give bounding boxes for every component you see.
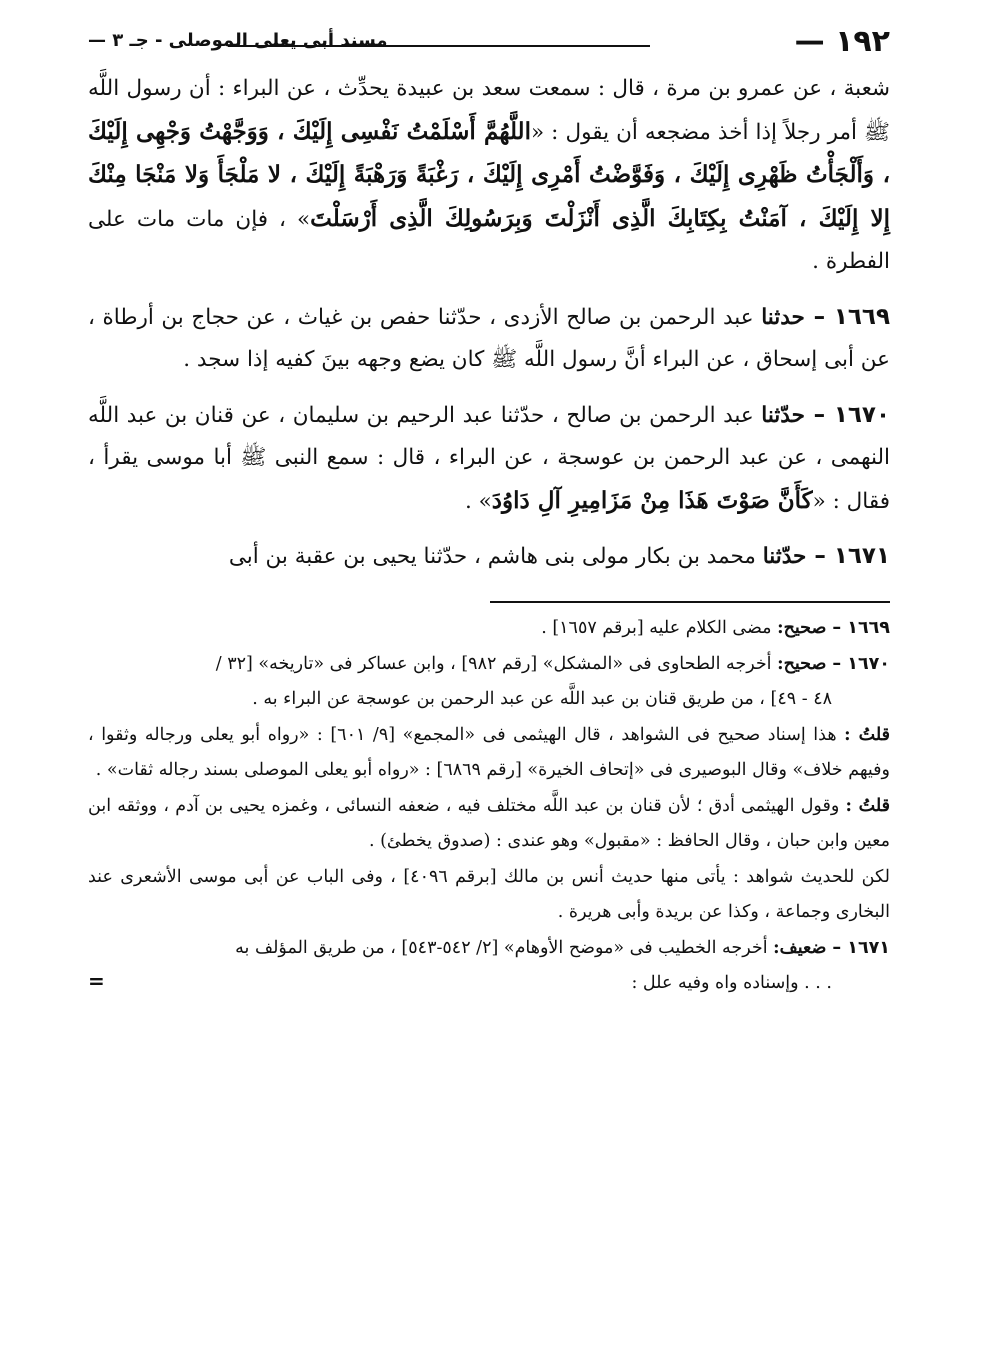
hadith-text: عبد الرحمن بن صالح ، حدّثنا عبد الرحيم بن سليمان ، عن قنان بن عبد اللَّه النهمى ، عن عبد الرحمن بن عوسجة ، عن البراء ، قال : سمع النبى ﷺ أبا موسى يقرأ ، فقال : « xyxy=(88,402,890,514)
hadith-number: ١٦٧١ xyxy=(833,543,890,569)
hadith-continuation xyxy=(88,68,890,284)
hadith-number: ١٦٦٩ xyxy=(833,303,890,330)
header-dash: — xyxy=(794,24,825,59)
hadith-number: ١٦٧٠ xyxy=(833,401,890,428)
footnote-text: أخرجه الخطيب فى «موضح الأوهام» [٢/ ٥٤٢-٥٤٣] ، من طريق المؤلف به xyxy=(235,938,774,958)
hadith-tail-text: » . xyxy=(464,488,492,514)
hadith-1670: ١٦٧٠ – حدّثنا عبد الرحمن بن صالح ، حدّثنا عبد الرحيم بن سليمان ، عن قنان بن عبد اللَّه النهمى ، عن عبد الرحمن بن عوسجة ، عن البراء ، قال : سمع النبى ﷺ أبا موسى يقرأ ، فقال : «كَأَنَّ صَوْتَ هَذَا مِنْ مَزَامِيرِ آلِ دَاوُدَ» . xyxy=(88,401,890,514)
shawahid-note: لكن للحديث شواهد : يأتى منها حديث أنس بن مالك [برقم ٤٠٩٦] ، وفى الباب عن أبى موسى الأشعرى عند البخارى وجماعة ، وكذا عن بريدة وأبى هريرة . xyxy=(88,867,890,922)
haddathana-word: حدثنا xyxy=(761,304,805,330)
footnote-number: ١٦٧٠ xyxy=(847,654,890,674)
running-head: مسند أبى يعلى الموصلى - جـ ٣ — xyxy=(88,30,388,51)
hadith-text: عبد الرحمن بن صالح الأزدى ، حدّثنا حفص بن غياث ، عن حجاج بن أرطاة ، عن أبى إسحاق ، عن البراء أنَّ رسول اللَّه ﷺ كان يضع وجهه بينَ كفيه إذا سجد . xyxy=(88,304,890,372)
hadith-1671: ١٦٧١ – حدّثنا محمد بن بكار مولى بنى هاشم ، حدّثنا يحيى بن عقبة بن أبى xyxy=(228,543,890,569)
footnote-text: . . . وإسناده واه وفيه علل : xyxy=(631,972,832,993)
main-text xyxy=(88,68,890,579)
page-number xyxy=(789,24,890,59)
hadith-1669: ١٦٦٩ – حدثنا عبد الرحمن بن صالح الأزدى ، حدّثنا حفص بن غياث ، عن حجاج بن أرطاة ، عن أبى إسحاق ، عن البراء أنَّ رسول اللَّه ﷺ كان يضع وجهه بينَ كفيه إذا سجد . xyxy=(88,303,890,372)
footnote-1671-cont xyxy=(88,966,890,1001)
qultu-note-1 xyxy=(88,718,890,787)
hadith-matn: كَأَنَّ صَوْتَ هَذَا مِنْ مَزَامِيرِ آلِ دَاوُدَ xyxy=(491,486,813,514)
book-page xyxy=(88,20,890,1000)
note-text: وقول الهيثمى أدق ؛ لأن قنان بن عبد اللَّه مختلف فيه ، ضعفه النسائى ، وغمزه يحيى بن آدم ، ووثقه ابن معين وابن حبان ، وقال الحافظ : «مقبول» وهو عندى : (صدوق يخطئ) . xyxy=(88,796,890,851)
footnote-separator xyxy=(490,601,890,603)
hadith-matn: اللَّهُمَّ أَسْلَمْتُ نَفْسِى إِلَيْكَ ، وَوَجَّهْتُ وَجْهِى إِلَيْكَ ، وَأَلْجَأْتُ ظَهْرِى إِلَيْكَ ، وَفَوَّضْتُ أَمْرِى إِلَيْكَ ، رَغْبَةً وَرَهْبَةً إِلَيْكَ ، لا مَلْجَأَ وَلا مَنْجَا مِنْكَ إِلا إِلَيْكَ ، آمَنْتُ بِكِتَابِكَ الَّذِى أَنْزَلْتَ وَبِرَسُولِكَ الَّذِى أَرْسَلْتَ xyxy=(88,117,890,232)
grade-label: صحيح: xyxy=(777,654,827,674)
footnote-1669: ١٦٦٩ – صحيح: مضى الكلام عليه [برقم ١٦٥٧] . xyxy=(541,617,890,638)
qultu-label: قلتُ : xyxy=(844,725,890,745)
hadith-text: محمد بن بكار مولى بنى هاشم ، حدّثنا يحيى بن عقبة بن أبى xyxy=(228,544,763,569)
continuation-marker: = xyxy=(88,968,105,993)
grade-label: صحيح: xyxy=(777,617,827,638)
footnote-1671: ١٦٧١ – ضعيف: أخرجه الخطيب فى «موضح الأوهام» [٢/ ٥٤٢-٥٤٣] ، من طريق المؤلف به xyxy=(235,938,890,958)
grade-label: ضعيف: xyxy=(773,938,827,958)
hadith-tail-text: » ، فإن مات مات على الفطرة . xyxy=(88,206,890,274)
haddathana-word: حدّثنا xyxy=(762,544,807,569)
hadith-isnad-text: شعبة ، عن عمرو بن مرة ، قال : سمعت سعد بن عبيدة يحدِّث ، عن البراء : أن رسول اللَّه ﷺ أمر رجلاً إذا أخذ مضجعه أن يقول : « xyxy=(88,76,891,145)
haddathana-word: حدّثنا xyxy=(761,402,805,428)
footnote-text: مضى الكلام عليه [برقم ١٦٥٧] . xyxy=(541,617,778,638)
footnote-text: أخرجه الطحاوى فى «المشكل» [رقم ٩٨٢] ، وابن عساكر فى «تاريخه» [٣٢ / xyxy=(215,654,778,674)
qultu-note-2 xyxy=(88,789,890,858)
footnote-number: ١٦٦٩ xyxy=(847,617,890,638)
footnote-1670: ١٦٧٠ – صحيح: أخرجه الطحاوى فى «المشكل» [رقم ٩٨٢] ، وابن عساكر فى «تاريخه» [٣٢ / xyxy=(215,654,890,674)
footnote-number: ١٦٧١ xyxy=(847,938,890,958)
page-number-text: ١٩٢ xyxy=(835,24,890,59)
footnote-1670-cont: ٤٨ - ٤٩] ، من طريق قنان بن عبد اللَّه عن عبد الرحمن بن عوسجة عن البراء به . xyxy=(252,688,832,709)
qultu-label: قلتُ : xyxy=(845,796,890,816)
page-header xyxy=(88,20,890,68)
note-text: هذا إسناد صحيح فى الشواهد ، قال الهيثمى فى «المجمع» [٩/ ٦٠١] : «رواه أبو يعلى ورجاله وثقوا ، وفيهم خلاف» وقال البوصيرى فى «إتحاف الخيرة» [رقم ٦٨٦٩] : «رواه أبو يعلى الموصلى بسند رجاله ثقات» . xyxy=(88,725,890,780)
footnotes xyxy=(88,611,890,1001)
